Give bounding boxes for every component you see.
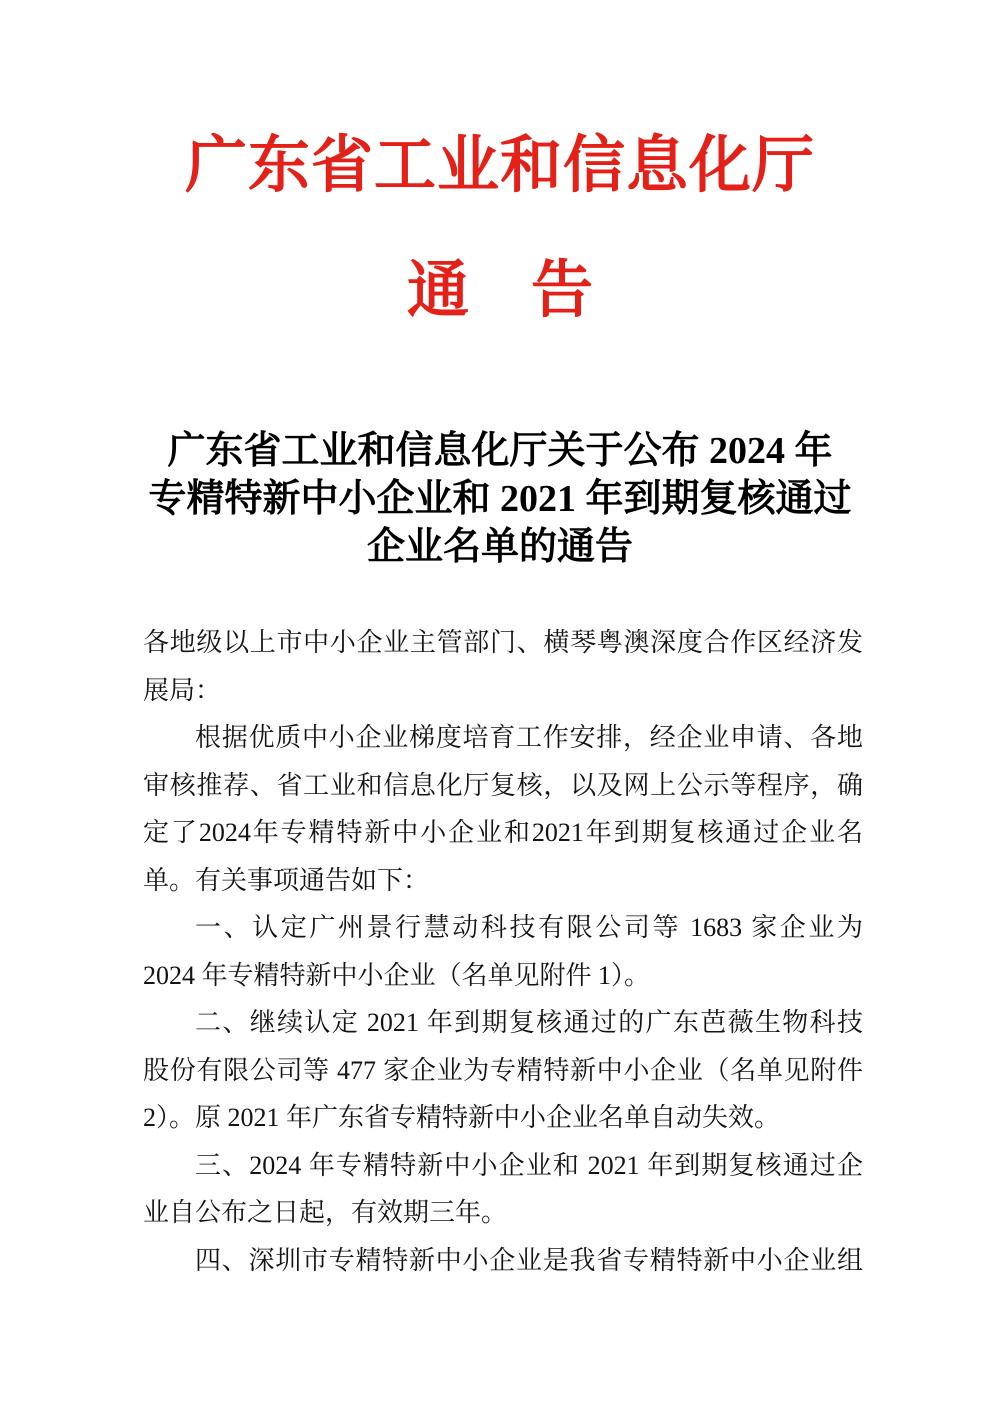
body-line: 2）。原 2021 年广东省专精特新中小企业名单自动失效。 [143, 1103, 781, 1133]
body-line: 展局： [143, 675, 222, 705]
intro-paragraph [143, 714, 863, 904]
document-title-line: 广东省工业和信息化厅关于公布 2024 年 [167, 430, 833, 473]
item-3-paragraph [143, 1142, 863, 1237]
item-4-paragraph [143, 1237, 863, 1285]
document-title-line: 专精特新中小企业和 2021 年到期复核通过 [148, 478, 852, 521]
body-line: 股份有限公司等 477 家企业为专精特新中小企业（名单见附件 [143, 1055, 863, 1085]
agency-letterhead-title: 广东省工业和信息化厅 [184, 132, 815, 200]
body-line: 四、深圳市专精特新中小企业是我省专精特新中小企业组 [195, 1245, 863, 1275]
body-line: 一、认定广州景行慧动科技有限公司等 1683 家企业为 [195, 913, 863, 943]
body-line: 三、2024 年专精特新中小企业和 2021 年到期复核通过企 [195, 1150, 863, 1180]
body-line: 定了2024年专精特新中小企业和2021年到期复核通过企业名 [143, 818, 863, 848]
item-1-paragraph [143, 904, 863, 999]
body-line: 二、继续认定 2021 年到期复核通过的广东芭薇生物科技 [195, 1008, 863, 1038]
body-line: 业自公布之日起，有效期三年。 [143, 1198, 508, 1228]
body-line: 单。有关事项通告如下： [143, 865, 430, 895]
document-body [143, 619, 863, 1284]
body-line: 各地级以上市中小企业主管部门、横琴粤澳深度合作区经济发 [143, 628, 863, 658]
body-line: 根据优质中小企业梯度培育工作安排，经企业申请、各地 [195, 723, 863, 753]
item-2-paragraph [143, 999, 863, 1142]
salutation-paragraph [143, 619, 863, 714]
notice-type-heading: 通 告 [406, 256, 593, 325]
document-title-line: 企业名单的通告 [366, 526, 633, 569]
document-title [0, 427, 1000, 571]
body-line: 2024 年专精特新中小企业（名单见附件 1）。 [143, 960, 651, 990]
body-line: 审核推荐、省工业和信息化厅复核，以及网上公示等程序，确 [143, 770, 863, 800]
